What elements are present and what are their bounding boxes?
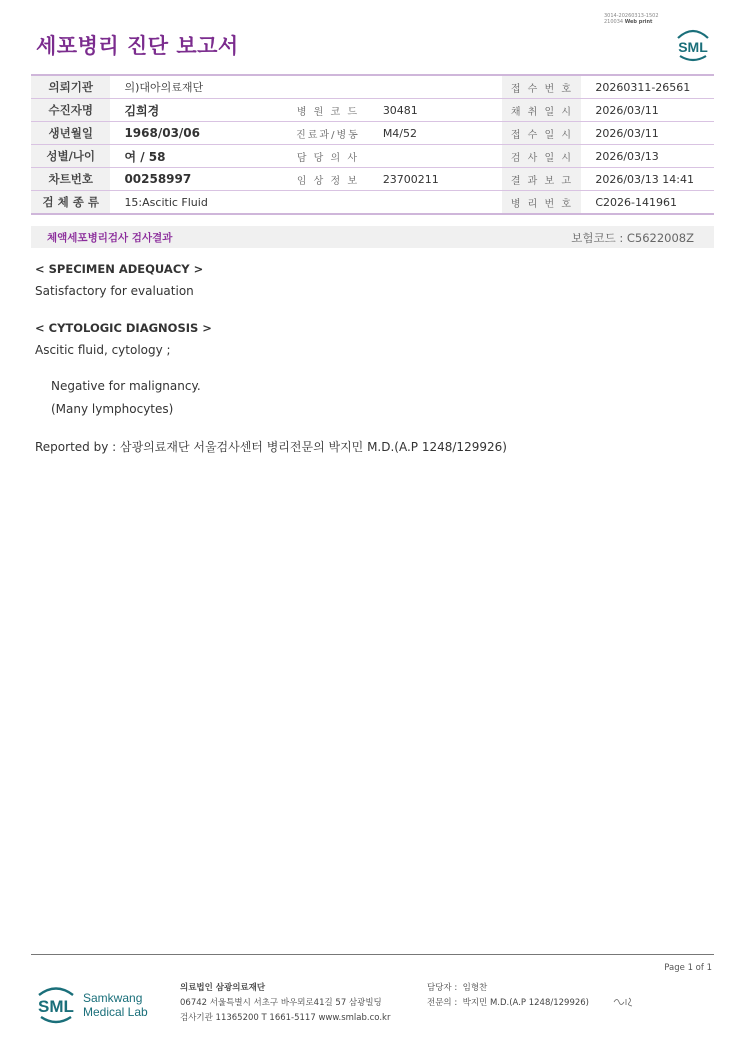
value-cell: 20260311-26561	[581, 75, 714, 99]
specimen-adequacy-header: < SPECIMEN ADEQUACY >	[35, 262, 204, 276]
specimen-adequacy-text: Satisfactory for evaluation	[35, 284, 194, 298]
reported-by: Reported by : 삼광의료재단 서울검사센터 병리전문의 박지민 M.D.(A.P 1248/129926)	[35, 440, 507, 454]
value-cell: 2026/03/13	[581, 145, 714, 168]
label-cell: 접 수 일 시	[502, 122, 581, 145]
cytologic-diagnosis-text: Ascitic fluid, cytology ;	[35, 343, 171, 357]
samkwang-logo-icon	[35, 983, 155, 1027]
value-cell: 2026/03/11	[581, 99, 714, 122]
value-cell	[369, 75, 503, 99]
value-cell: 23700211	[369, 168, 503, 191]
footer-address: 06742 서울특별시 서초구 바우뫼로41길 57 삼광빌딩	[180, 998, 382, 1008]
value-cell	[369, 145, 503, 168]
value-cell: 의)대아의료재단	[110, 75, 287, 99]
insurance-code: 보험코드 : C5622008Z	[571, 231, 694, 245]
report-title: 세포병리 진단 보고서	[36, 34, 239, 58]
info-row	[31, 168, 714, 191]
footer-specialist	[427, 996, 589, 1008]
footer-divider	[31, 954, 714, 955]
info-row	[31, 191, 714, 215]
label-cell: 병 리 번 호	[502, 191, 581, 215]
sml-logo-icon	[672, 26, 714, 64]
print-code-2: 210034	[604, 19, 624, 25]
label-cell: 임 상 정 보	[287, 168, 369, 191]
finding-lymphocytes: (Many lymphocytes)	[51, 402, 174, 416]
specialist-name: 박지민 M.D.(A.P 1248/129926)	[462, 998, 589, 1008]
label-cell: 검 체 종 류	[31, 191, 110, 215]
label-cell: 차트번호	[31, 168, 110, 191]
info-row	[31, 145, 714, 168]
brand-line-1: Samkwang	[83, 991, 143, 1005]
print-code: 3014-20260313-1502	[604, 13, 659, 19]
section-title: 체액세포병리검사 검사결과	[47, 232, 173, 244]
value-cell: C2026-141961	[581, 191, 714, 215]
value-cell: 2026/03/13 14:41	[581, 168, 714, 191]
label-cell: 결 과 보 고	[502, 168, 581, 191]
manager-label: 담당자 :	[427, 983, 458, 993]
value-cell: 2026/03/11	[581, 122, 714, 145]
value-cell: 여 / 58	[110, 145, 287, 168]
label-cell: 의뢰기관	[31, 75, 110, 99]
manager-name: 임형찬	[462, 983, 488, 993]
label-cell: 진료과/병동	[287, 122, 369, 145]
finding-negative: Negative for malignancy.	[51, 379, 201, 393]
page-number: Page 1 of 1	[664, 963, 712, 973]
label-cell	[287, 191, 369, 215]
label-cell: 병 원 코 드	[287, 99, 369, 122]
footer-manager	[427, 981, 487, 993]
label-cell: 채 취 일 시	[502, 99, 581, 122]
label-cell: 성별/나이	[31, 145, 110, 168]
brand-line-2: Medical Lab	[83, 1005, 148, 1019]
label-cell	[287, 75, 369, 99]
patient-info-table	[31, 74, 714, 215]
cytologic-diagnosis-header: < CYTOLOGIC DIAGNOSIS >	[35, 321, 212, 335]
web-print-label: Web print	[624, 19, 653, 25]
value-cell: 00258997	[110, 168, 287, 191]
label-cell: 생년월일	[31, 122, 110, 145]
value-cell	[369, 191, 503, 215]
value-cell: 김희경	[110, 99, 287, 122]
label-cell: 접 수 번 호	[502, 75, 581, 99]
value-cell: M4/52	[369, 122, 503, 145]
result-section-bar	[31, 226, 714, 248]
value-cell: 30481	[369, 99, 503, 122]
label-cell: 담 당 의 사	[287, 145, 369, 168]
footer-corp-name: 의료법인 삼광의료재단	[180, 983, 266, 993]
info-row	[31, 122, 714, 145]
label-cell: 수진자명	[31, 99, 110, 122]
info-row	[31, 75, 714, 99]
footer-contact: 검사기관 11365200 T 1661-5117 www.smlab.co.kr	[180, 1013, 391, 1023]
signature-icon	[612, 994, 638, 1008]
label-cell: 검 사 일 시	[502, 145, 581, 168]
info-row	[31, 99, 714, 122]
value-cell: 1968/03/06	[110, 122, 287, 145]
value-cell: 15:Ascitic Fluid	[110, 191, 287, 215]
logo-text-bottom: SML	[38, 997, 74, 1016]
logo-text: SML	[678, 39, 708, 55]
specialist-label: 전문의 :	[427, 998, 458, 1008]
print-id	[604, 13, 659, 25]
